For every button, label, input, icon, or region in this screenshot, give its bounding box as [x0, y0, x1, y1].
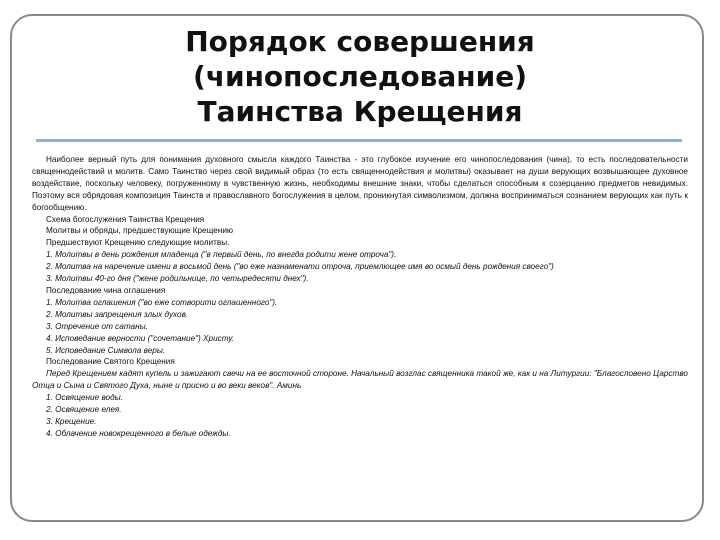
list-item: 2. Освящение елея.: [46, 405, 122, 415]
slide-frame: [10, 14, 704, 522]
intro-paragraph: Наиболее верный путь для понимания духовного смысла каждого Таинства - это глубокое изучение его чинопоследования (чина), то есть последовательности священнодействий и молитв. Само Таинство через свой видимый образ (то есть священнодействия и молитвы) оказывает на души верующих возвышающее духовное воздействие, поскольку человеку, погруженному в чувственную жизнь, необходимы внешние знаки, чтобы сделаться способным к созерцанию предметов невидимых. Поэтому вся обрядовая композиция Таинств и православного богослужения в целом, проникнутая символизмом, должна восприниматься сознанием верующих как путь к богообщению.: [32, 155, 688, 212]
liturgy-paragraph: Перед Крещением кадят купель и зажигают свечи на ее восточной стороне. Начальный возглас священника такой же, как и на Литургии: "Благословено Царство Отца и Сына и Святого Духа, ныне и присно и во веки веков". Аминь: [32, 369, 688, 391]
list-item: 3. Молитвы 40-го дня ("жене родильнице, по четыредесяти днех").: [46, 274, 309, 284]
title-line-3: Таинства Крещения: [197, 95, 523, 128]
list-item: 1. Освящение воды.: [46, 393, 123, 403]
list-item: Схема богослужения Таинства Крещения: [46, 214, 205, 224]
list-item: Молитвы и обряды, предшествующие Крещению: [46, 226, 234, 236]
list-item: Последование Святого Крещения: [46, 357, 175, 367]
list-item: Последование чина оглашения: [46, 285, 166, 295]
list-item: Предшествуют Крещению следующие молитвы.: [46, 238, 230, 248]
list-item: 4. Исповедание верности ("сочетание") Христу.: [46, 333, 235, 343]
list-item: 1. Молитвы в день рождения младенца ("в первый день, по внегда родити жене отроча").: [46, 250, 397, 260]
slide-title: [110, 24, 610, 129]
list-item: 3. Крещение.: [46, 416, 97, 426]
list-item: 3. Отречение от сатаны.: [46, 321, 148, 331]
title-divider: [36, 139, 682, 142]
list-item: 5. Исповедание Символа веры.: [46, 345, 166, 355]
title-line-1: Порядок совершения: [185, 25, 535, 58]
list-item: 4. Облачение новокрещенного в белые одежды.: [46, 428, 231, 438]
slide-body: [32, 154, 688, 440]
list-item: 1. Молитва оглашения ("во еже сотворити оглашенного").: [46, 297, 278, 307]
list-item: 2. Молитва на наречение имени в восьмой день ("во еже назнаменати отроча, приемлющее имя во осмый день рождения своего"): [46, 262, 554, 272]
list-item: 2. Молитвы запрещения злых духов.: [46, 309, 189, 319]
title-line-2: (чинопоследование): [192, 60, 528, 93]
